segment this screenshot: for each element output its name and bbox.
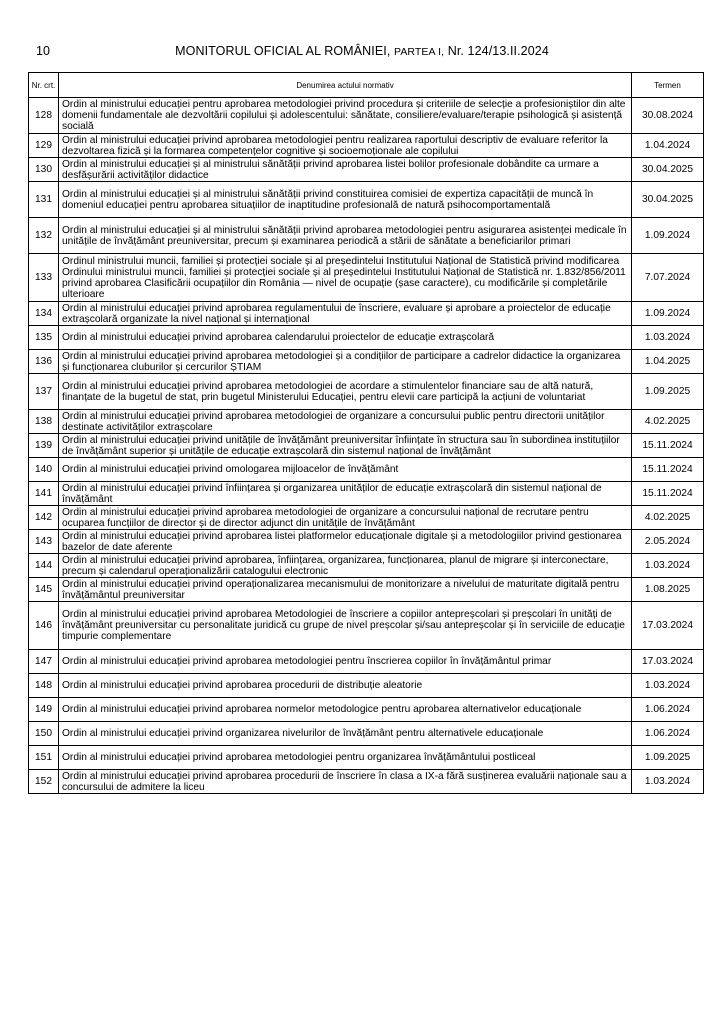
act-title: Ordin al ministrului educației și al ministrului sănătății privind constituirea comisiei de expertiza capacității de muncă în domeniul educației pentru aprobarea situațiilor de inaptitudine profesională de natură psihocomportamentală (59, 182, 632, 218)
table-row (29, 182, 704, 218)
row-number: 134 (29, 302, 59, 326)
column-header-denumirea: Denumirea actului normativ (59, 73, 632, 98)
row-number: 142 (29, 506, 59, 530)
act-title: Ordin al ministrului educației privind omologarea mijloacelor de învățământ (59, 458, 632, 482)
table-row (29, 302, 704, 326)
table-header-row (29, 73, 704, 98)
act-deadline: 1.08.2025 (632, 578, 704, 602)
act-deadline: 30.08.2024 (632, 98, 704, 134)
row-number: 130 (29, 158, 59, 182)
row-number: 138 (29, 410, 59, 434)
act-deadline: 1.04.2024 (632, 134, 704, 158)
act-deadline: 1.09.2025 (632, 746, 704, 770)
act-deadline: 15.11.2024 (632, 482, 704, 506)
table-row (29, 134, 704, 158)
act-deadline: 1.03.2024 (632, 674, 704, 698)
act-title: Ordin al ministrului educației privind aprobarea procedurii de distribuție aleatorie (59, 674, 632, 698)
act-deadline: 17.03.2024 (632, 602, 704, 650)
row-number: 151 (29, 746, 59, 770)
acts-table (28, 72, 704, 794)
table-row (29, 326, 704, 350)
act-deadline: 1.09.2025 (632, 374, 704, 410)
row-number: 150 (29, 722, 59, 746)
table-row (29, 374, 704, 410)
act-title: Ordin al ministrului educației privind înființarea și organizarea unităților de educație extrașcolară din sistemul național de învățământ (59, 482, 632, 506)
page-number: 10 (36, 44, 50, 58)
act-deadline: 4.02.2025 (632, 410, 704, 434)
act-title: Ordin al ministrului educației privind aprobarea metodologiei pentru înscrierea copiilor în învățământul primar (59, 650, 632, 674)
act-deadline: 2.05.2024 (632, 530, 704, 554)
act-title: Ordin al ministrului educației privind aprobarea metodologiei și a condițiilor de participare a cadrelor didactice la organizarea și funcționarea cluburilor și cercurilor ȘTIAM (59, 350, 632, 374)
row-number: 152 (29, 770, 59, 794)
act-title: Ordin al ministrului educației privind aprobarea calendarului proiectelor de educație extrașcolară (59, 326, 632, 350)
row-number: 131 (29, 182, 59, 218)
publication-name: MONITORUL OFICIAL AL ROMÂNIEI, (175, 44, 391, 58)
table-row (29, 98, 704, 134)
act-title: Ordin al ministrului educației privind aprobarea metodologiei pentru organizarea învățământului postliceal (59, 746, 632, 770)
publication-part: PARTEA I, (394, 46, 445, 58)
table-body (29, 98, 704, 794)
act-deadline: 1.09.2024 (632, 302, 704, 326)
table-row (29, 698, 704, 722)
act-title: Ordin al ministrului educației și al ministrului sănătății privind aprobarea metodologiei pentru asigurarea asistenței medicale în unitățile de învățământ preuniversitar, precum și examinarea periodică a stării de sănătate a beneficiarilor primari (59, 218, 632, 254)
act-title: Ordin al ministrului educației și al ministrului sănătății privind aprobarea listei bolilor profesionale dobândite ca urmare a desfășurării activităților didactice (59, 158, 632, 182)
act-deadline: 1.04.2025 (632, 350, 704, 374)
column-header-nr: Nr. crt. (29, 73, 59, 98)
act-title: Ordin al ministrului educației privind organizarea nivelurilor de învățământ pentru alternativele educaționale (59, 722, 632, 746)
table-row (29, 506, 704, 530)
act-deadline: 30.04.2025 (632, 182, 704, 218)
act-title: Ordinul ministrului muncii, familiei și protecției sociale și al președintelui Institutului Național de Statistică privind modificarea Ordinului ministrului muncii, familiei și protecției sociale și al președintelui Institutului Național de Statistică nr. 1.832/856/2011 privind aprobarea Clasificării ocupațiilor din România — nivel de ocupație (șase caractere), cu modificările și completările ulterioare (59, 254, 632, 302)
column-header-termen: Termen (632, 73, 704, 98)
table-row (29, 482, 704, 506)
row-number: 146 (29, 602, 59, 650)
table-row (29, 650, 704, 674)
row-number: 145 (29, 578, 59, 602)
row-number: 149 (29, 698, 59, 722)
row-number: 129 (29, 134, 59, 158)
act-title: Ordin al ministrului educației privind aprobarea Metodologiei de înscriere a copiilor antepreșcolari și preșcolari în unități de învățământ preuniversitar cu personalitate juridică cu grupe de nivel preșcolar și/sau antepreșcolar și în serviciile de educație timpurie complementare (59, 602, 632, 650)
page-header (28, 44, 696, 64)
table-row (29, 746, 704, 770)
row-number: 137 (29, 374, 59, 410)
act-title: Ordin al ministrului educației privind operaționalizarea mecanismului de monitorizare a nivelului de maturitate digitală pentru învățământul preuniversitar (59, 578, 632, 602)
act-deadline: 4.02.2025 (632, 506, 704, 530)
table-row (29, 674, 704, 698)
table-row (29, 578, 704, 602)
publication-title (28, 44, 696, 58)
table-row (29, 158, 704, 182)
row-number: 141 (29, 482, 59, 506)
act-title: Ordin al ministrului educației privind aprobarea metodologiei de organizare a concursului național de recrutare pentru ocuparea funcțiilor de director și de director adjunct din unitățile de învățământ (59, 506, 632, 530)
act-deadline: 1.06.2024 (632, 698, 704, 722)
row-number: 147 (29, 650, 59, 674)
act-title: Ordin al ministrului educației privind unitățile de învățământ preuniversitar înființate în structura sau în subordinea instituțiilor de învățământ superior și unitățile de educație extrașcolară din sistemul național de învățământ (59, 434, 632, 458)
act-title: Ordin al ministrului educației privind aprobarea metodologiei de organizare a concursului public pentru directorii unităților destinate activităților extrașcolare (59, 410, 632, 434)
row-number: 143 (29, 530, 59, 554)
act-title: Ordin al ministrului educației privind aprobarea procedurii de înscriere în clasa a IX-a fără susținerea evaluării naționale sau a concursului de admitere la liceu (59, 770, 632, 794)
acts-table-container (28, 72, 703, 794)
row-number: 132 (29, 218, 59, 254)
row-number: 136 (29, 350, 59, 374)
table-row (29, 602, 704, 650)
act-deadline: 30.04.2025 (632, 158, 704, 182)
act-deadline: 1.03.2024 (632, 770, 704, 794)
act-deadline: 7.07.2024 (632, 254, 704, 302)
act-deadline: 1.09.2024 (632, 218, 704, 254)
act-title: Ordin al ministrului educației privind aprobarea listei platformelor educaționale digitale și a metodologiilor privind gestionarea bazelor de date aferente (59, 530, 632, 554)
row-number: 133 (29, 254, 59, 302)
table-row (29, 530, 704, 554)
act-deadline: 15.11.2024 (632, 434, 704, 458)
row-number: 128 (29, 98, 59, 134)
table-row (29, 770, 704, 794)
table-row (29, 434, 704, 458)
table-row (29, 722, 704, 746)
act-title: Ordin al ministrului educației privind aprobarea normelor metodologice pentru aprobarea alternativelor educaționale (59, 698, 632, 722)
act-deadline: 17.03.2024 (632, 650, 704, 674)
table-row (29, 218, 704, 254)
table-row (29, 254, 704, 302)
act-deadline: 1.06.2024 (632, 722, 704, 746)
row-number: 148 (29, 674, 59, 698)
act-title: Ordin al ministrului educației pentru aprobarea metodologiei privind procedura și criteriile de selecție a profesioniștilor din alte domenii fundamentale ale dezvoltării copilului și adolescentului: sănătate, consiliere/evaluare/terapie psihologică și asistență socială (59, 98, 632, 134)
act-deadline: 15.11.2024 (632, 458, 704, 482)
act-title: Ordin al ministrului educației privind aprobarea metodologiei de acordare a stimulentelor financiare sau de altă natură, finanțate de la bugetul de stat, prin bugetul Ministerului Educației, pentru elevii care participă la acțiuni de voluntariat (59, 374, 632, 410)
act-title: Ordin al ministrului educației privind aprobarea metodologiei pentru realizarea raportului descriptiv de evaluare referitor la dezvoltarea fizică și la formarea competențelor cognitive și socioemoționale ale copilului (59, 134, 632, 158)
act-deadline: 1.03.2024 (632, 554, 704, 578)
row-number: 135 (29, 326, 59, 350)
table-row (29, 554, 704, 578)
row-number: 139 (29, 434, 59, 458)
table-row (29, 458, 704, 482)
row-number: 140 (29, 458, 59, 482)
table-row (29, 410, 704, 434)
act-title: Ordin al ministrului educației privind aprobarea, înființarea, organizarea, funcționarea, planul de migrare și interconectare, precum și calendarul operaționalizării catalogului electronic (59, 554, 632, 578)
act-title: Ordin al ministrului educației privind aprobarea regulamentului de înscriere, evaluare și aprobare a proiectelor de educație extrașcolară organizate la nivel național și internațional (59, 302, 632, 326)
row-number: 144 (29, 554, 59, 578)
publication-issue: Nr. 124/13.II.2024 (447, 44, 549, 58)
act-deadline: 1.03.2024 (632, 326, 704, 350)
table-row (29, 350, 704, 374)
